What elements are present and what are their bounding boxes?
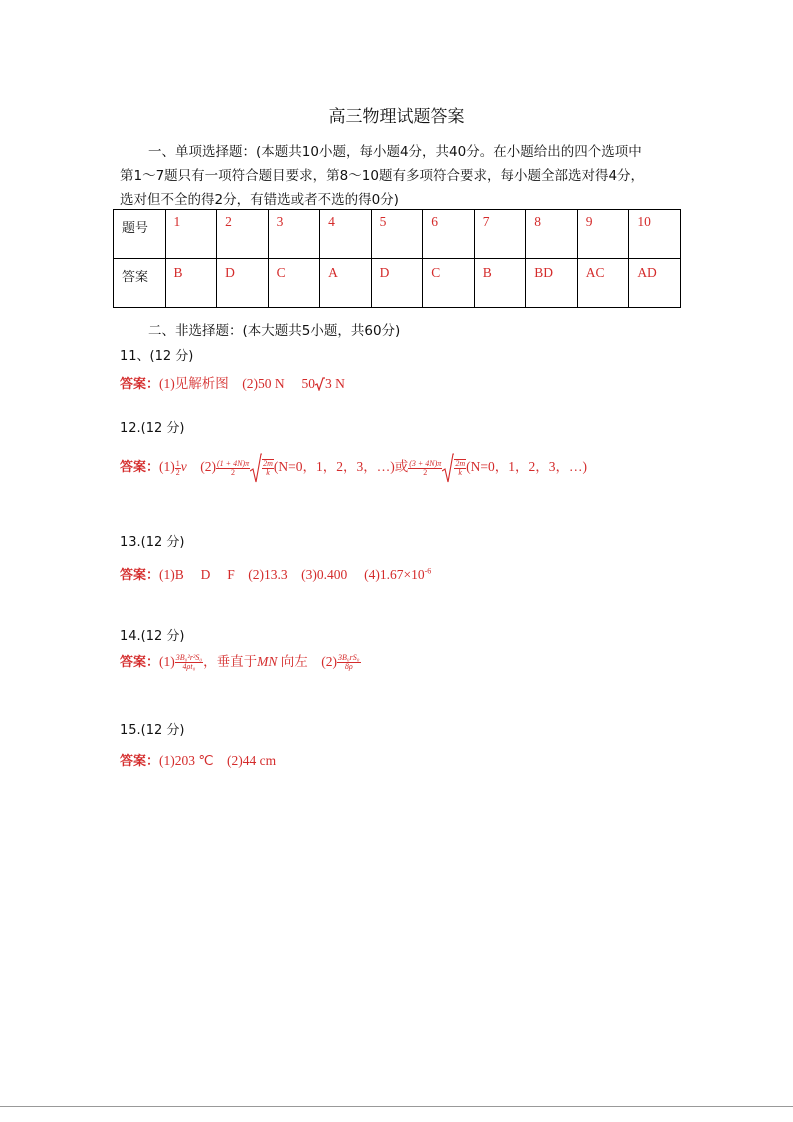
q12-tail1: (N=0，1，2，3，…)或 — [273, 459, 409, 475]
fraction-denominator: 8ρ — [344, 662, 353, 672]
table-cell-answer: C — [268, 259, 320, 308]
fraction-numerator: (1 + 4N)π — [217, 458, 250, 468]
q14-fraction-2 — [337, 654, 361, 671]
q12-part1: (1) — [159, 459, 175, 475]
fraction-numerator: 3B₀²r²S₀ — [175, 653, 203, 663]
table-cell-number: 3 — [268, 210, 320, 259]
q14-fraction-1 — [175, 654, 203, 671]
table-cell-number: 4 — [320, 210, 372, 259]
table-cell-number: 8 — [526, 210, 578, 259]
table-cell-answer: AC — [577, 259, 629, 308]
table-cell-number: 6 — [423, 210, 475, 259]
sqrt-symbol — [315, 377, 325, 393]
table-header-answer: 答案 — [114, 259, 166, 308]
table-cell-number: 10 — [629, 210, 681, 259]
q12-fraction-2 — [216, 460, 250, 477]
q13-answer — [120, 563, 431, 583]
q14-heading: 14.(12 分) — [120, 629, 185, 644]
fraction-denominator: k — [266, 468, 270, 477]
q11-answer — [120, 372, 345, 393]
q11-sqrt-value: 3 — [325, 376, 332, 391]
fraction-denominator: k — [458, 468, 462, 477]
answer-label: 答案： — [120, 754, 160, 769]
sqrt-symbol — [250, 453, 262, 483]
fraction-numerator: 2m — [263, 459, 273, 468]
table-cell-number: 2 — [217, 210, 269, 259]
table-cell-answer: D — [371, 259, 423, 308]
q12-answer — [120, 453, 587, 483]
q14-answer — [120, 650, 361, 671]
q15-answer-text: (1)203 ℃ (2)44 cm — [159, 753, 277, 768]
table-cell-answer: D — [217, 259, 269, 308]
q15-heading: 15.(12 分) — [120, 723, 185, 738]
q12-sqrt-fraction-2 — [454, 459, 466, 477]
q11-answer-text: (1)见解析图 (2)50 N 50 — [159, 376, 315, 391]
q13-heading: 13.(12 分) — [120, 535, 185, 550]
fraction-numerator: (3 + 4N)π — [409, 458, 442, 468]
section2-heading: 二、非选择题：(本大题共5小题，共60分) — [148, 323, 401, 339]
table-cell-number: 9 — [577, 210, 629, 259]
section1-line3: 选对但不全的得2分，有错选或者不选的得0分) — [120, 192, 399, 208]
page-bottom-divider — [0, 1106, 793, 1107]
q14-mid: ，垂直于 — [203, 654, 258, 669]
fraction-denominator: 2 — [231, 467, 236, 477]
answer-label: 答案： — [120, 655, 160, 670]
table-cell-number: 7 — [474, 210, 526, 259]
q12-fraction-3 — [408, 460, 442, 477]
sqrt-symbol — [442, 453, 454, 483]
page-title: 高三物理试题答案 — [328, 107, 465, 127]
q12-tail2: (N=0，1，2，3，…) — [466, 459, 587, 475]
fraction-denominator: 2 — [423, 467, 428, 477]
q15-answer — [120, 749, 276, 769]
section1-line1: 一、单项选择题：(本题共10小题，每小题4分，共40分。在小题给出的四个选项中 — [148, 144, 642, 160]
q11-unit: N — [331, 376, 345, 391]
q13-answer-text: (1)B D F (2)13.3 (3)0.400 (4)1.67×10 — [159, 567, 425, 582]
table-cell-number: 1 — [165, 210, 217, 259]
section1-line2: 第1～7题只有一项符合题目要求，第8～10题有多项符合要求，每小题全部选对得4分， — [120, 168, 645, 184]
q12-part2: (2) — [200, 459, 217, 475]
fraction-numerator: 2m — [455, 459, 466, 468]
fraction-denominator: 2 — [175, 467, 180, 477]
fraction-denominator: 4ρt₀ — [182, 662, 196, 672]
answer-label: 答案： — [120, 377, 160, 392]
table-cell-answer: BD — [526, 259, 578, 308]
q14-mn: MN — [257, 654, 278, 669]
q14-mid2: 向左 (2) — [277, 654, 337, 669]
table-header-number: 题号 — [114, 210, 166, 259]
table-cell-answer: B — [165, 259, 217, 308]
q14-part1: (1) — [159, 654, 175, 669]
q12-variable-v: v — [180, 459, 187, 475]
q12-sqrt-fraction — [262, 459, 274, 477]
fraction-numerator: 3B₀rS₀ — [338, 653, 360, 663]
table-row-answers — [114, 259, 681, 308]
answer-table — [113, 209, 681, 308]
fraction-numerator: 1 — [175, 458, 180, 468]
section1-instructions — [120, 140, 690, 212]
q12-heading: 12.(12 分) — [120, 421, 185, 436]
answer-label: 答案： — [120, 460, 160, 476]
q11-heading: 11、(12 分) — [120, 349, 194, 364]
table-cell-answer: AD — [629, 259, 681, 308]
table-cell-answer: B — [474, 259, 526, 308]
q13-exponent: -6 — [424, 566, 432, 576]
answer-label: 答案： — [120, 568, 160, 583]
table-cell-answer: C — [423, 259, 475, 308]
table-cell-number: 5 — [371, 210, 423, 259]
table-row-numbers — [114, 210, 681, 259]
table-cell-answer: A — [320, 259, 372, 308]
